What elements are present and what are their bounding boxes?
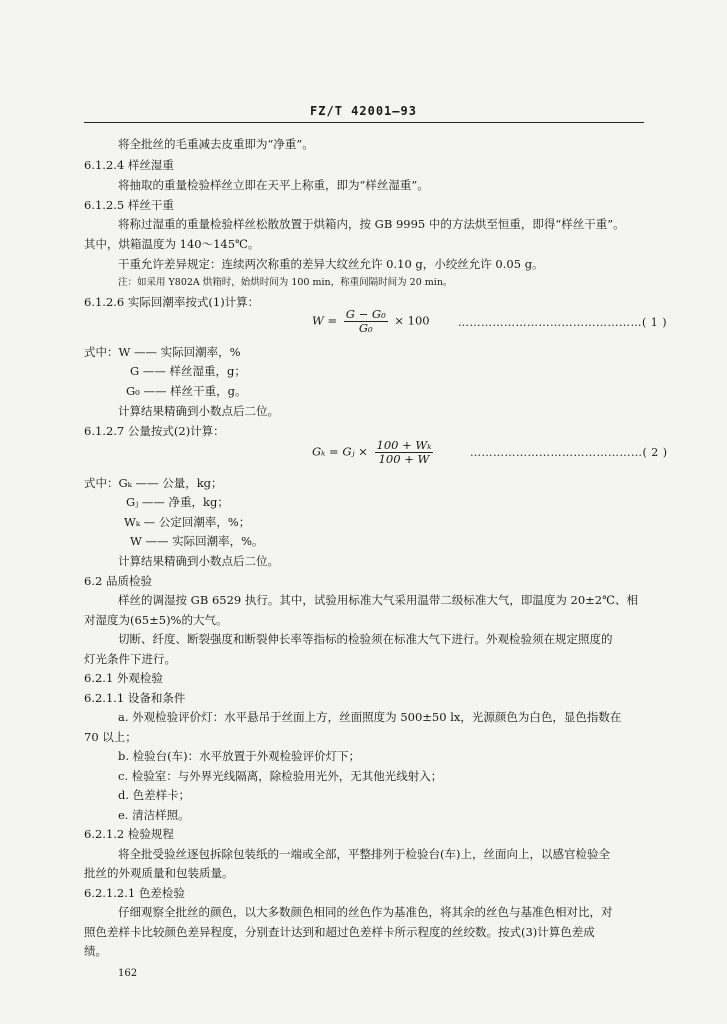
section-heading: 6.1.2.5 样丝干重 bbox=[84, 198, 174, 212]
text-line: 仔细观察全批丝的颜色，以大多数颜色相同的丝色作为基准色，将其余的丝色与基准色相对比，对 bbox=[118, 905, 613, 919]
text-line: 照色差样卡比较颜色差异程度，分别查计达到和超过色差样卡所示程度的丝绞数。按式(3)计算色差成 bbox=[84, 925, 595, 939]
eq2-lhs: Gₖ = Gⱼ × bbox=[312, 444, 368, 459]
list-item: e. 清洁样照。 bbox=[118, 808, 190, 822]
section-heading: 6.2.1.2.1 色差检验 bbox=[84, 886, 185, 900]
text-line: 将抽取的重量检验样丝立即在天平上称重，即为“样丝湿重”。 bbox=[118, 178, 429, 192]
list-item: b. 检验台(车)：水平放置于外观检验评价灯下； bbox=[118, 749, 361, 763]
eq1-number: …………………………………………( 1 ) bbox=[458, 316, 668, 329]
list-item: c. 检验室：与外界光线隔离，除检验用光外，无其他光线射入； bbox=[118, 769, 443, 783]
eq2-denominator: 100 + W bbox=[378, 452, 430, 466]
section-heading: 6.2 品质检验 bbox=[84, 574, 152, 588]
eq1-denominator: G₀ bbox=[358, 321, 373, 335]
text-line: 其中，烘箱温度为 140～145℃。 bbox=[84, 237, 260, 251]
page-number: 162 bbox=[118, 968, 138, 979]
text-line: 计算结果精确到小数点后二位。 bbox=[118, 404, 279, 418]
header-rule bbox=[84, 122, 644, 123]
text-line: 切断、纤度、断裂强度和断裂伸长率等指标的检验须在标准大气下进行。外观检验须在规定照度的 bbox=[118, 632, 613, 646]
note-line: 注：如采用 Y802A 烘箱时，始烘时间为 100 min，称重间隔时间为 20 min。 bbox=[118, 277, 453, 288]
eq2-fraction bbox=[375, 439, 434, 466]
equation-2 bbox=[312, 439, 436, 466]
legend-line: 式中：Gₖ —— 公量，kg； bbox=[84, 476, 223, 490]
eq1-numerator: G − G₀ bbox=[345, 307, 386, 321]
text-line: 干重允许差异规定：连续两次称重的差异大纹丝允许 0.10 g，小绞丝允许 0.05 g。 bbox=[118, 257, 544, 271]
text-line: 样丝的调湿按 GB 6529 执行。其中，试验用标准大气采用温带二级标准大气，即温度为 20±2℃、相 bbox=[118, 593, 638, 607]
text-line: 70 以上； bbox=[84, 730, 137, 744]
section-heading: 6.2.1.1 设备和条件 bbox=[84, 691, 186, 705]
section-heading: 6.2.1.2 检验规程 bbox=[84, 827, 174, 841]
section-heading: 6.1.2.6 实际回潮率按式(1)计算： bbox=[84, 295, 260, 309]
legend-line: W —— 实际回潮率，%。 bbox=[130, 534, 264, 548]
text-line: 将全批丝的毛重减去皮重即为“净重”。 bbox=[118, 137, 314, 151]
text-line: 将称过湿重的重量检验样丝松散放置于烘箱内，按 GB 9995 中的方法烘至恒重，即得“样丝干重”。 bbox=[118, 217, 625, 231]
legend-line: G₀ —— 样丝干重，g。 bbox=[126, 384, 247, 398]
legend-line: 式中：W —— 实际回潮率，% bbox=[84, 345, 241, 359]
section-heading: 6.1.2.4 样丝湿重 bbox=[84, 158, 174, 172]
document-header: FZ/T 42001—93 bbox=[310, 104, 417, 118]
list-item: d. 色差样卡； bbox=[118, 788, 191, 802]
equation-1 bbox=[312, 308, 430, 335]
legend-line: Wₖ — 公定回潮率，%； bbox=[124, 515, 251, 529]
eq2-number: ………………………………………( 2 ) bbox=[470, 446, 668, 459]
eq1-rhs: × 100 bbox=[394, 313, 430, 328]
eq1-lhs: W = bbox=[312, 313, 338, 328]
eq2-numerator: 100 + Wₖ bbox=[376, 438, 432, 452]
text-line: 将全批受验丝逐包拆除包装纸的一端或全部，平整排列于检验台(车)上，丝面向上，以感官检验全 bbox=[118, 847, 610, 861]
legend-line: Gⱼ —— 净重，kg； bbox=[126, 495, 229, 509]
section-heading: 6.2.1 外观检验 bbox=[84, 671, 163, 685]
section-heading: 6.1.2.7 公量按式(2)计算： bbox=[84, 424, 225, 438]
text-line: 灯光条件下进行。 bbox=[84, 652, 176, 666]
legend-line: G —— 样丝湿重，g； bbox=[130, 364, 246, 378]
eq1-fraction bbox=[344, 308, 388, 335]
list-item: a. 外观检验评价灯：水平悬吊于丝面上方，丝面照度为 500±50 lx，光源颜色为白色，显色指数在 bbox=[118, 710, 622, 724]
text-line: 批丝的外观质量和包装质量。 bbox=[84, 866, 234, 880]
text-line: 对湿度为(65±5)%的大气。 bbox=[84, 613, 228, 627]
text-line: 计算结果精确到小数点后二位。 bbox=[118, 554, 279, 568]
text-line: 绩。 bbox=[84, 944, 107, 958]
